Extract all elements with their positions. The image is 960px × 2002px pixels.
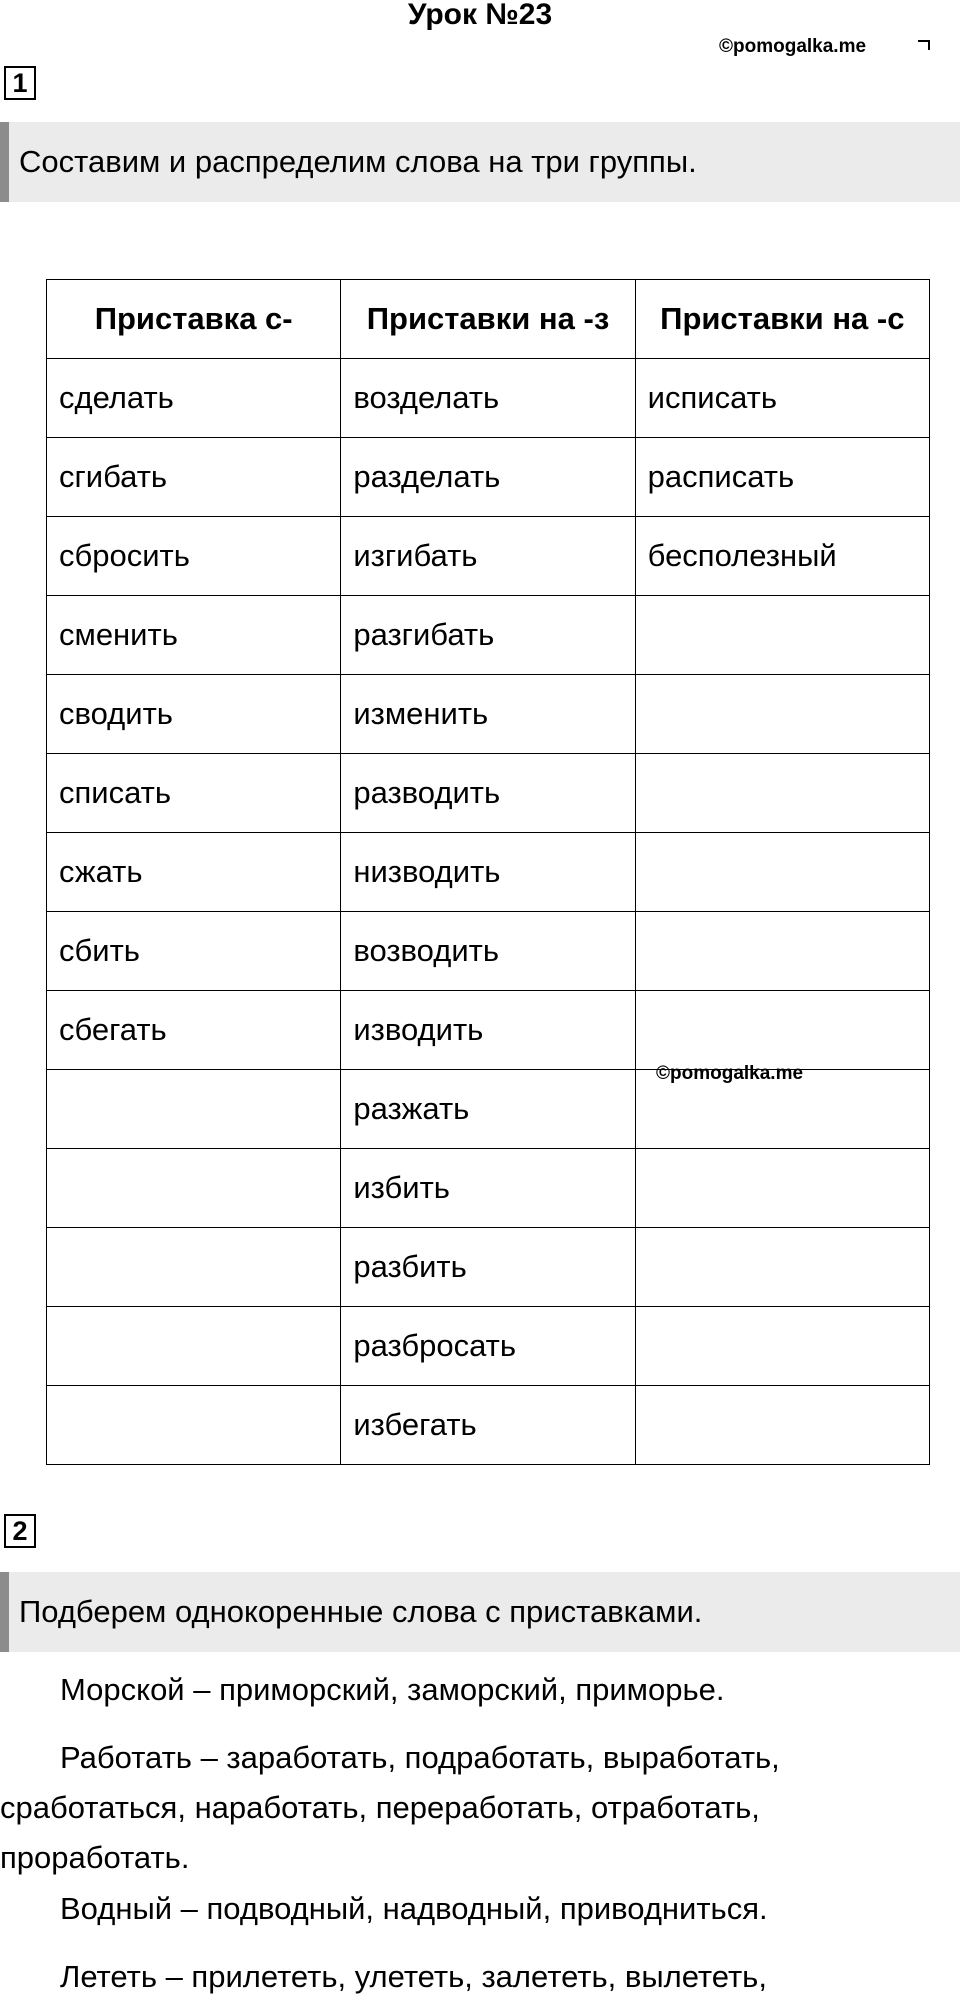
table-cell: изменить — [341, 675, 635, 754]
table-cell — [47, 1149, 341, 1228]
table-cell: разжать — [341, 1070, 635, 1149]
table-cell — [635, 833, 929, 912]
table-cell: сделать — [47, 359, 341, 438]
paragraph-text: Лететь – прилететь, улететь, залететь, вылететь, — [60, 1959, 767, 1994]
table-row — [47, 675, 930, 754]
table-cell — [635, 675, 929, 754]
table-cell — [635, 1228, 929, 1307]
table-cell: сводить — [47, 675, 341, 754]
page-title: Урок №23 — [407, 0, 553, 31]
table-cell — [47, 1386, 341, 1465]
table-row — [47, 517, 930, 596]
task-1-instruction: Составим и распределим слова на три группы. — [0, 122, 960, 202]
column-header: Приставки на -с — [635, 280, 929, 359]
table-cell — [47, 1228, 341, 1307]
table-cell: расписать — [635, 438, 929, 517]
table-cell: изгибать — [341, 517, 635, 596]
table-cell — [47, 1070, 341, 1149]
table-cell: исписать — [635, 359, 929, 438]
table-cell: возделать — [341, 359, 635, 438]
table-row — [47, 833, 930, 912]
corner-mark — [918, 40, 930, 50]
table-cell — [635, 991, 929, 1070]
table-cell: сменить — [47, 596, 341, 675]
table-cell: сбегать — [47, 991, 341, 1070]
word-groups-table — [46, 279, 930, 1465]
table-row — [47, 359, 930, 438]
table-cell — [635, 754, 929, 833]
column-header: Приставка с- — [47, 280, 341, 359]
table-cell: сбить — [47, 912, 341, 991]
table-cell: избить — [341, 1149, 635, 1228]
table-cell: списать — [47, 754, 341, 833]
task-1-number: 1 — [4, 66, 36, 100]
paragraph-text: Водный – подводный, надводный, приводниться. — [60, 1891, 768, 1926]
table-cell: разводить — [341, 754, 635, 833]
paragraph — [0, 1884, 940, 1934]
table-row — [47, 1149, 930, 1228]
table-cell: разгибать — [341, 596, 635, 675]
table-row — [47, 596, 930, 675]
table-row — [47, 1386, 930, 1465]
table-cell — [635, 1307, 929, 1386]
table-cell: избегать — [341, 1386, 635, 1465]
table-header-row — [47, 280, 930, 359]
table-row — [47, 991, 930, 1070]
table-body — [47, 359, 930, 1465]
table-cell — [635, 596, 929, 675]
table-cell: разбросать — [341, 1307, 635, 1386]
paragraph — [0, 1733, 940, 1883]
table-cell: сжать — [47, 833, 341, 912]
table-cell: разделать — [341, 438, 635, 517]
table-cell: возводить — [341, 912, 635, 991]
table-row — [47, 1228, 930, 1307]
paragraph — [0, 1665, 940, 1715]
table-row — [47, 438, 930, 517]
watermark: ©pomogalka.me — [656, 1063, 804, 1084]
paragraph-text: Морской – приморский, заморский, приморье. — [60, 1672, 725, 1707]
table-cell: изводить — [341, 991, 635, 1070]
task-2-instruction: Подберем однокоренные слова с приставками. — [0, 1572, 960, 1652]
table-cell: бесполезный — [635, 517, 929, 596]
table-cell: низводить — [341, 833, 635, 912]
watermark: ©pomogalka.me — [719, 36, 867, 57]
table-cell: сбросить — [47, 517, 341, 596]
table-row — [47, 1307, 930, 1386]
table-cell — [47, 1307, 341, 1386]
table-row — [47, 754, 930, 833]
table-cell — [635, 1386, 929, 1465]
table-cell — [635, 1149, 929, 1228]
task-2-number: 2 — [4, 1514, 36, 1548]
table-cell — [635, 912, 929, 991]
paragraph — [0, 1952, 940, 2002]
column-header: Приставки на -з — [341, 280, 635, 359]
table-row — [47, 912, 930, 991]
paragraph-text: Работать – заработать, подработать, выработать, сработаться, наработать, переработать, отработать, проработать. — [0, 1740, 780, 1875]
table-cell: сгибать — [47, 438, 341, 517]
table-cell: разбить — [341, 1228, 635, 1307]
